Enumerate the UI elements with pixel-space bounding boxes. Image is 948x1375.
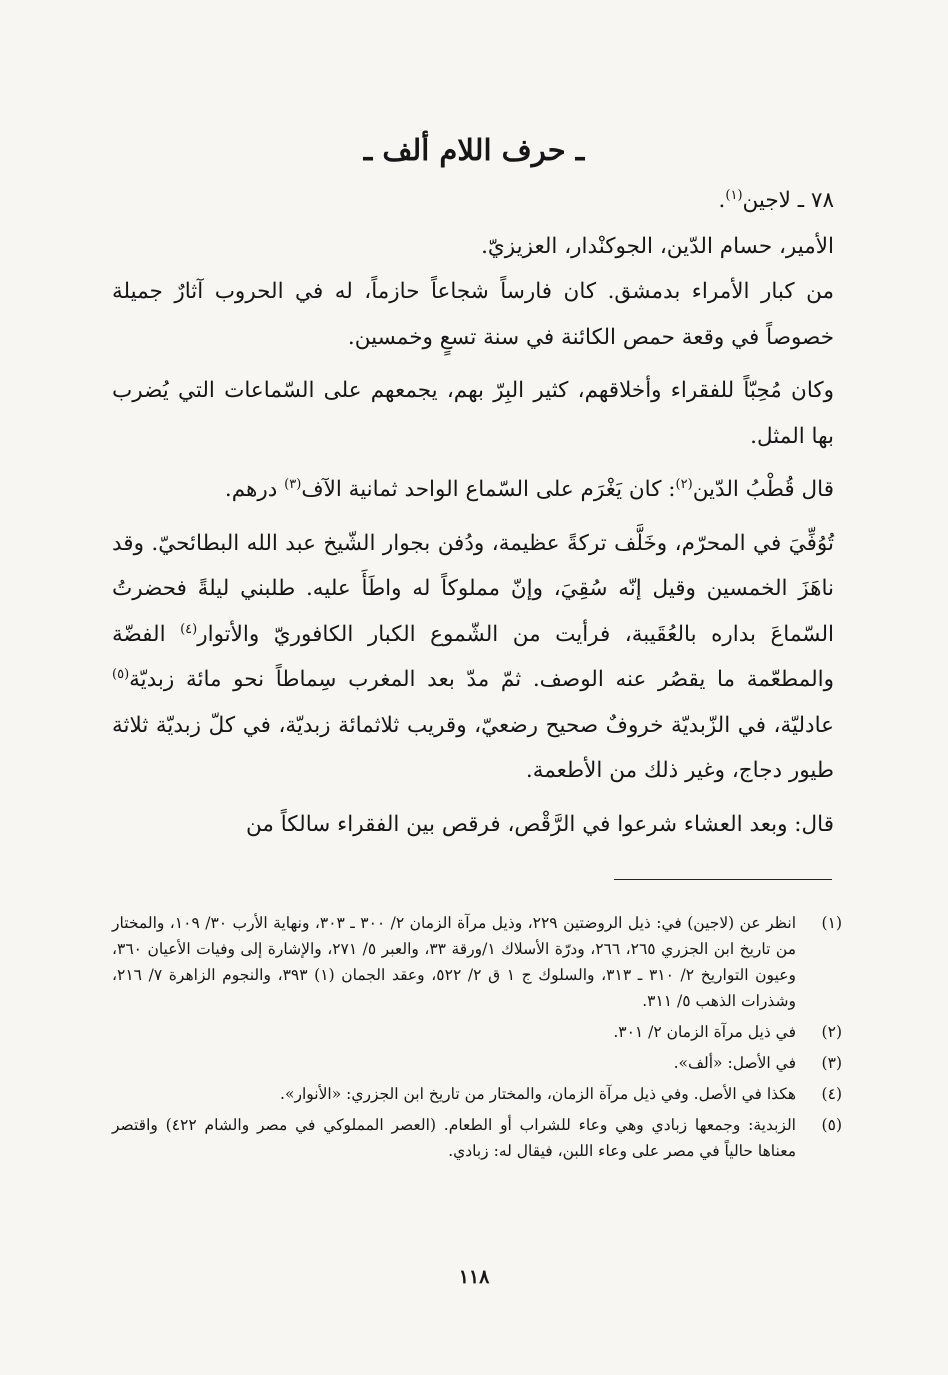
paragraph-name: الأمير، حسام الدّين، الجوكنْدار، العزيزيّ. [481, 233, 834, 259]
page-number: ١١٨ [458, 1266, 490, 1288]
quote-text-c: درهم. [224, 477, 285, 502]
footnote-ref-4[interactable]: (٤) [180, 621, 198, 637]
footnote-number: (٢) [821, 1023, 842, 1041]
footnote-item [112, 910, 842, 1014]
entry-title: ٧٨ ـ لاجين$^{(١)}$. [718, 187, 834, 213]
footnote-item [112, 1050, 842, 1076]
footnote-number: (٤) [821, 1085, 842, 1103]
chapter-heading: ـ حرف اللام ألف ـ [363, 133, 585, 167]
quote-text-a: قال قُطْبُ الدّين [692, 477, 834, 502]
quote-text-b: : كان يَغْرَم على السّماع الواحد ثمانية الآف [301, 477, 676, 502]
footnote-ref-3[interactable]: (٣) [284, 476, 302, 492]
footnote-ref-2[interactable]: (٢) [675, 476, 693, 492]
paragraph-biography: من كبار الأمراء بدمشق. كان فارساً شجاعاً حازماً، له في الحروب آثارٌ جميلة خصوصاً في وقعة حمص الكائنة في سنة تسعٍ وخمسين. [112, 279, 834, 350]
entry-title-text: ٧٨ ـ لاجين [742, 188, 834, 213]
paragraph-quote [112, 467, 834, 513]
death-text-a: تُوُفِّيَ في المحرّم، وخَلَّف تركةً عظيمة، ودُفن بجوار الشّيخ عبد الله البطائحيّ. وقد ناهَزَ الخمسين وقيل إنّه سُقِيَ، وإنّ مملوكاً له واطَأَ عليه. طلبني ليلةً فحضرتُ السّماعَ بداره بالعُقَيبة، فرأيت من الشّموع الكبار الكافوريّ والأتوار [112, 530, 834, 647]
footnote-item [112, 1112, 842, 1164]
footnote-text: انظر عن (لاجين) في: ذيل الروضتين ٢٢٩، وذيل مرآة الزمان ٢/ ٣٠٠ ـ ٣٠٣، ونهاية الأرب ٣٠/ ١٠٩، والمختار من تاريخ ابن الجزري ٢٦٥، ٢٦٦، ودرّة الأسلاك ١/ورقة ٣٣، والعبر ٥/ ٢٧١، والإشارة إلى وفيات الأعيان ٣٦٠، وعيون التواريخ ٢/ ٣١٠ ـ ٣١٣، والسلوك ج ١ ق ٢/ ٥٢٢، وعقد الجمان (١) ٣٩٣، والنجوم الزاهرة ٧/ ٢١٦، وشذرات الذهب ٥/ ٣١١. [112, 914, 797, 1010]
footnote-number: (١) [821, 914, 842, 932]
footnote-divider [614, 879, 832, 880]
footnote-number: (٥) [821, 1116, 842, 1134]
footnote-item [112, 1081, 842, 1107]
footnote-item [112, 1019, 842, 1045]
footnote-text: الزبدية: وجمعها زبادي وهي وعاء للشراب أو الطعام. (العصر المملوكي في مصر والشام ٤٢٢) واقتصر معناها حالياً في مصر على وعاء اللبن، فيقال له: زبادي. [112, 1116, 796, 1160]
footnotes [112, 910, 842, 1169]
paragraph-dance: قال: وبعد العشاء شرعوا في الرَّقْص، فرقص بين الفقراء سالكاً من [246, 811, 834, 837]
footnote-text: في الأصل: «ألف». [673, 1054, 796, 1072]
footnote-text: هكذا في الأصل. وفي ذيل مرآة الزمان، والمختار من تاريخ ابن الجزري: «الأنوار». [280, 1085, 796, 1103]
death-text-b: الفضّة والمطعّمة ما يقصُر عنه الوصف. ثمّ مدّ بعد المغرب سِماطاً نحو مائة زبديّة [112, 621, 834, 692]
footnote-ref-5[interactable]: (٥) [112, 666, 130, 682]
death-text-c: عادليّة، في الزّبديّة خروفٌ صحيح رضعيّ، وقريب ثلاثمائة زبديّة، في كلّ زبديّة ثلاثة طيور دجاج، وغير ذلك من الأطعمة. [112, 712, 834, 783]
footnote-text: في ذيل مرآة الزمان ٢/ ٣٠١. [613, 1023, 796, 1041]
main-text [112, 178, 834, 847]
paragraph-character: وكان مُحِبّاً للفقراء وأخلاقهم، كثير البِرّ بهم، يجمعهم على السّماعات التي يُضرب بها المثل. [112, 378, 834, 449]
footnote-ref-1[interactable]: (١) [725, 187, 743, 203]
paragraph-death [112, 521, 834, 794]
footnote-number: (٣) [821, 1054, 842, 1072]
